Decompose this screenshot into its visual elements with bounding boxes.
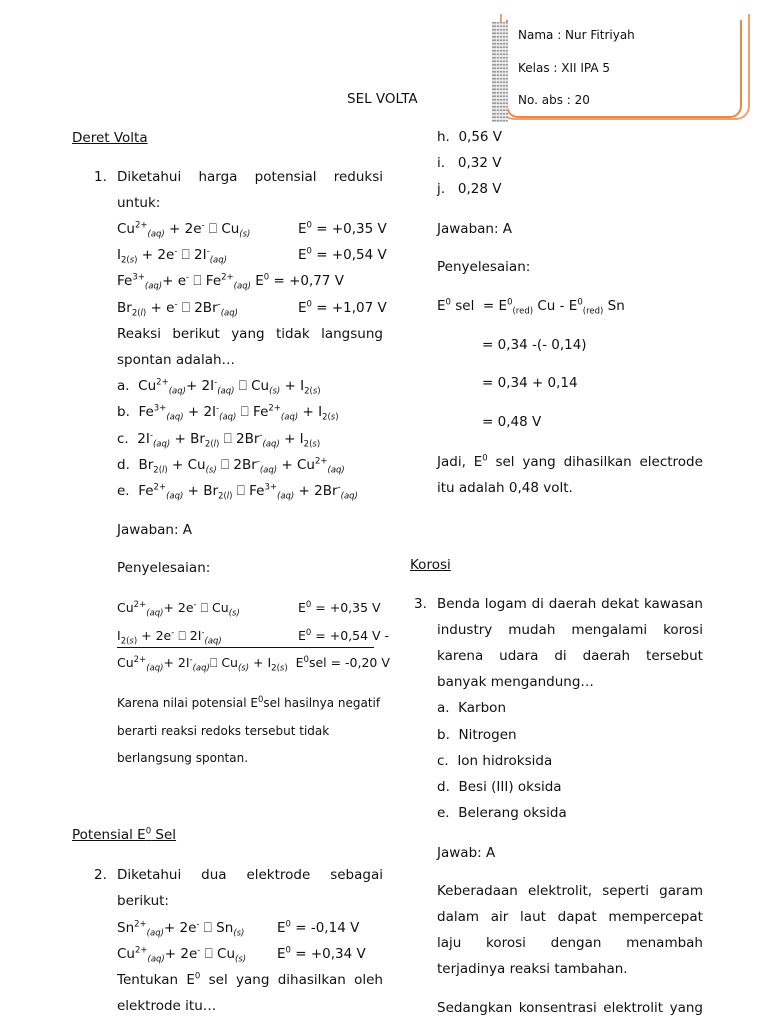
q2-question-line2: elektrode itu… xyxy=(117,998,217,1014)
q2-question-line: Tentukan $E^0$ sel yang dihasilkan oleh xyxy=(117,971,383,988)
q1-reaction-cu: $Cu^{2+}_{(aq)} + 2e^-$ ⎕ $Cu_{(s)}$ xyxy=(117,220,251,240)
q3-option-a: a. Karbon xyxy=(437,700,506,716)
q1-calc-line2: $I_{2(s)} + 2e^-$ ⎕ $2I^-_{(aq)}$ xyxy=(117,627,222,647)
q3-line4: banyak mengandung… xyxy=(437,674,594,690)
q2-intro-line: Diketahui dua elektrode sebagai xyxy=(117,867,383,883)
q1-solution-label: Penyelesaian: xyxy=(117,560,211,576)
q2-number: 2. xyxy=(94,867,107,883)
q1-option-a: a. $Cu^{2+}_{(aq)}+ 2I^-_{(aq)}$ ⎕ $Cu_{(s)} + I_{2(s)}$ xyxy=(117,377,321,397)
q3-expl-line2: dalam air laut dapat mempercepat xyxy=(437,909,703,925)
q3-expl-line3: laju korosi dengan menambah xyxy=(437,935,703,951)
q3-option-d: d. Besi (III) oksida xyxy=(437,779,562,795)
q2-option-i: i. 0,32 V xyxy=(437,155,502,171)
q2-calc-line3: = 0,34 + 0,14 xyxy=(482,375,578,391)
q1-e0-cu: $E^0 = +0,35$ V xyxy=(298,220,387,237)
q1-question-line: Reaksi berikut yang tidak langsung xyxy=(117,326,383,342)
q3-expl2-line1: Sedangkan konsentrasi elektrolit yang xyxy=(437,1000,703,1016)
q1-question-line2: spontan adalah… xyxy=(117,352,236,368)
q2-calc-line2: = 0,34 -(- 0,14) xyxy=(482,337,587,353)
q2-conclusion-line: Jadi, $E^0$ sel yang dihasilkan electrode xyxy=(437,453,703,470)
q2-reaction-sn: $Sn^{2+}_{(aq)}+ 2e^-$ ⎕ $Sn_{(s)}$ xyxy=(117,919,245,939)
q1-note-line3: berlangsung spontan. xyxy=(117,751,249,765)
q1-option-d: d. $Br_{2(l)} + Cu_{(s)}$ ⎕ $2Br^-_{(aq)} + Cu^{2+}_{(aq)}$ xyxy=(117,456,345,476)
q2-conclusion-line2: itu adalah 0,48 volt. xyxy=(437,480,573,496)
q2-e0-sn: $E^0 = -0,14$ V xyxy=(277,919,360,936)
q2-reaction-cu: $Cu^{2+}_{(aq)}+ 2e^-$ ⎕ $Cu_{(s)}$ xyxy=(117,945,247,965)
section-heading-korosi: Korosi xyxy=(410,557,451,573)
q2-calc-line1: $E^0$ sel = $E^0_{(red)}$ Cu - $E^0_{(red)}$ Sn xyxy=(437,297,625,317)
q1-calc-line1: $Cu^{2+}_{(aq)}+ 2e^-$ ⎕ $Cu_{(s)}$ xyxy=(117,599,240,619)
q3-option-b: b. Nitrogen xyxy=(437,727,517,743)
card-no-abs: No. abs : 20 xyxy=(518,93,590,107)
q2-option-h: h. 0,56 V xyxy=(437,129,503,145)
student-id-card xyxy=(492,14,742,110)
q1-answer: Jawaban: A xyxy=(117,522,193,538)
q1-calc-e0-2: $E^0 = +0,54$ V - xyxy=(298,627,390,643)
q1-note-line1: Karena nilai potensial $E^0sel$ hasilnya negatif xyxy=(117,695,381,710)
q1-note-line2: berarti reaksi redoks tersebut tidak xyxy=(117,724,330,738)
q3-line2: industry mudah mengalami korosi xyxy=(437,622,703,638)
q1-intro-line: Diketahui harga potensial reduksi xyxy=(117,169,383,185)
q1-option-b: b. $Fe^{3+}_{(aq)} + 2I^-_{(aq)}$ ⎕ $Fe^{2+}_{(aq)} + I_{2(s)}$ xyxy=(117,403,339,423)
q2-option-j: j. 0,28 V xyxy=(437,181,502,197)
q2-answer: Jawaban: A xyxy=(437,221,513,237)
page-title: SEL VOLTA xyxy=(347,91,418,107)
q1-option-e: e. $Fe^{2+}_{(aq)} + Br_{2(l)}$ ⎕ $Fe^{3+}_{(aq)} + 2Br^-_{(aq)}$ xyxy=(117,482,358,502)
q1-reaction-fe: $Fe^{3+}_{(aq)}+ e^-$ ⎕ $Fe^{2+}_{(aq)}$ $E^0 = +0,77$ V xyxy=(117,272,344,292)
q3-number: 3. xyxy=(414,596,427,612)
q1-intro-line2: untuk: xyxy=(117,195,161,211)
q1-option-c: c. $2I^-_{(aq)} + Br_{2(l)}$ ⎕ $2Br^-_{(aq)} + I_{2(s)}$ xyxy=(117,430,321,450)
q3-option-e: e. Belerang oksida xyxy=(437,805,567,821)
card-kelas: Kelas : XII IPA 5 xyxy=(518,61,611,75)
q1-calc-rule xyxy=(117,647,374,648)
q3-expl-line4: terjadinya reaksi tambahan. xyxy=(437,961,628,977)
q1-e0-i2: $E^0 = +0,54$ V xyxy=(298,246,387,263)
q2-calc-line4: = 0,48 V xyxy=(482,414,542,430)
q1-number: 1. xyxy=(94,169,107,185)
q3-line1: Benda logam di daerah dekat kawasan xyxy=(437,596,703,612)
q2-e0-cu: $E^0 = +0,34$ V xyxy=(277,945,366,962)
q1-calc-e0-1: $E^0 = +0,35$ V xyxy=(298,599,381,615)
q2-solution-label: Penyelesaian: xyxy=(437,259,531,275)
card-nama: Nama : Nur Fitriyah xyxy=(518,28,635,42)
q3-expl-line1: Keberadaan elektrolit, seperti garam xyxy=(437,883,703,899)
section-heading-deret-volta: Deret Volta xyxy=(72,130,148,146)
section-heading-potensial: Potensial $E^0$ Sel xyxy=(72,826,177,843)
q3-line3: karena udara di daerah tersebut xyxy=(437,648,703,664)
q2-intro-line2: berikut: xyxy=(117,893,169,909)
q3-option-c: c. Ion hidroksida xyxy=(437,753,553,769)
q1-calc-result: $Cu^{2+}_{(aq)}+$ $2I^-_{(aq)}⎕$ $Cu_{(s)} + I_{2(s)}$ $E^0sel = -0,20$ V xyxy=(117,654,390,674)
q1-e0-br: $E^0 = +1,07$ V xyxy=(298,299,387,316)
q1-reaction-br: $Br_{2(l)} + e^-$ ⎕ $2Br^-_{(aq)}$ xyxy=(117,299,238,319)
q3-answer: Jawab: A xyxy=(437,845,496,861)
q1-reaction-i2: $I_{2(s)} + 2e^-$ ⎕ $2I^-_{(aq)}$ xyxy=(117,246,227,266)
